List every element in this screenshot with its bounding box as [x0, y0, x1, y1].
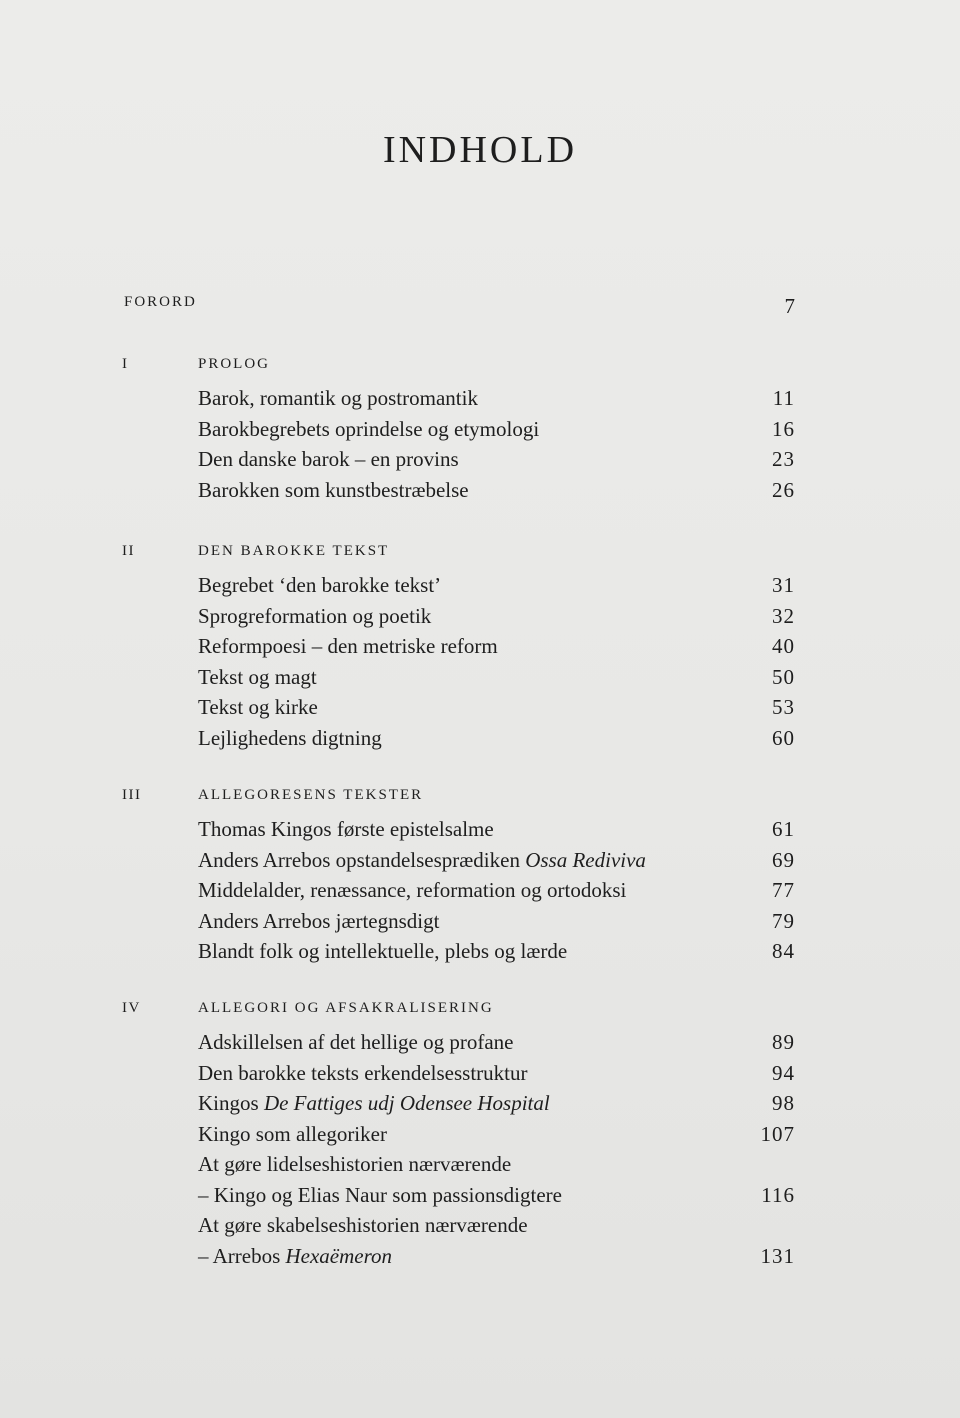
section-title: PROLOG: [198, 356, 271, 372]
entry-page-number: 31: [772, 573, 795, 597]
entry-text: Kingo som allegoriker: [198, 1121, 387, 1146]
toc-entry[interactable]: [0, 1122, 960, 1153]
entry-text: Anders Arrebos jærtegnsdigt: [198, 908, 440, 933]
entry-text: Reformpoesi – den metriske reform: [198, 634, 498, 658]
section-heading: [0, 1000, 960, 1030]
entry-italic-title: Hexaëmeron: [285, 1243, 393, 1268]
toc-entry[interactable]: [0, 878, 960, 909]
section-title: DEN BAROKKE TEKST: [198, 543, 390, 559]
entry-title: [198, 604, 431, 629]
entry-page-number: 40: [772, 634, 795, 658]
entry-title: [198, 1244, 392, 1269]
entry-title: [198, 1183, 562, 1208]
toc-entry[interactable]: [0, 848, 960, 879]
toc-entry[interactable]: [0, 417, 960, 448]
entry-title: [198, 573, 441, 598]
forord-page: 7: [784, 294, 795, 318]
entry-title: [198, 726, 382, 751]
entry-page-number: 116: [761, 1182, 795, 1207]
entry-page-number: 89: [772, 1030, 795, 1054]
entry-page-number: 26: [772, 477, 795, 502]
toc-entry[interactable]: [0, 695, 960, 726]
section-title: ALLEGORI OG AFSAKRALISERING: [198, 1000, 494, 1016]
entry-text: Blandt folk og intellektuelle, plebs og lærde: [198, 939, 568, 963]
entry-title: [198, 386, 478, 411]
section-numeral: II: [122, 543, 135, 559]
entry-page-number: 98: [772, 1091, 795, 1115]
entry-text: Barok, romantik og postromantik: [198, 386, 478, 410]
section-heading: [0, 543, 960, 573]
toc-entry[interactable]: [0, 817, 960, 848]
entry-title: [198, 695, 318, 720]
toc-entry[interactable]: [0, 726, 960, 757]
entry-page-number: 23: [772, 447, 795, 471]
entry-italic-title: De Fattiges udj Odensee Hospital: [263, 1091, 550, 1115]
section-numeral: III: [122, 787, 142, 803]
entry-text: Tekst og kirke: [198, 695, 318, 719]
entry-text: Kingos: [198, 1091, 259, 1115]
toc-row-forord[interactable]: [0, 294, 960, 324]
section-4: [0, 1000, 960, 1274]
entry-title: [198, 939, 567, 964]
entry-page-number: 53: [772, 695, 795, 719]
entry-text: At gøre skabelseshistorien nærværende: [198, 1213, 528, 1237]
entry-page-number: 60: [772, 725, 795, 750]
entry-title: [198, 817, 494, 842]
entry-title: [198, 1122, 387, 1147]
toc-entry[interactable]: [0, 447, 960, 478]
entry-text: Anders Arrebos opstandelsesprædiken: [198, 847, 520, 872]
entry-text: Lejlighedens digtning: [198, 725, 382, 750]
toc-entry[interactable]: [0, 1213, 960, 1244]
entry-title: [198, 634, 498, 659]
section-1: [0, 356, 960, 508]
entry-page-number: 16: [772, 416, 795, 441]
entry-text: Middelalder, renæssance, reformation og ortodoksi: [198, 878, 627, 902]
entry-list: [0, 1030, 960, 1274]
toc-entry[interactable]: [0, 604, 960, 635]
section-heading: [0, 356, 960, 386]
entry-text: – Kingo og Elias Naur som passionsdigtere: [198, 1182, 562, 1207]
entry-text: – Arrebos: [198, 1243, 281, 1268]
toc-entry[interactable]: [0, 386, 960, 417]
entry-page-number: 131: [760, 1243, 795, 1268]
entry-text: At gøre lidelseshistorien nærværende: [198, 1152, 512, 1176]
entry-text: Den barokke teksts erkendelsesstruktur: [198, 1060, 528, 1085]
entry-title: [198, 1061, 528, 1086]
entry-page-number: 94: [772, 1060, 795, 1085]
section-numeral: I: [122, 356, 129, 372]
entry-title: [198, 878, 626, 903]
entry-text: Tekst og magt: [198, 664, 317, 689]
entry-text: Begrebet ‘den barokke tekst’: [198, 573, 442, 597]
entry-title: [198, 1091, 550, 1116]
entry-text: Barokbegrebets oprindelse og etymologi: [198, 416, 540, 441]
entry-page-number: 32: [772, 603, 795, 628]
toc-entry[interactable]: [0, 634, 960, 665]
entry-text: Sprogreformation og poetik: [198, 603, 432, 628]
toc-entry[interactable]: [0, 909, 960, 940]
toc-entry[interactable]: [0, 1091, 960, 1122]
toc-entry[interactable]: [0, 665, 960, 696]
entry-italic-title: Ossa Rediviva: [525, 847, 646, 872]
entry-list: [0, 386, 960, 508]
toc-entry[interactable]: [0, 1061, 960, 1092]
entry-page-number: 107: [760, 1121, 795, 1146]
section-heading: [0, 787, 960, 817]
toc-entry[interactable]: [0, 1244, 960, 1275]
entry-page-number: 84: [772, 939, 795, 963]
entry-page-number: 61: [772, 817, 795, 841]
page-title: INDHOLD: [382, 129, 578, 171]
section-2: [0, 543, 960, 756]
entry-title: [198, 447, 459, 472]
section-3: [0, 787, 960, 970]
toc-entry[interactable]: [0, 1183, 960, 1214]
section-numeral: IV: [122, 1000, 141, 1016]
entry-title: [198, 848, 646, 873]
entry-page-number: 77: [772, 878, 795, 902]
entry-title: [198, 478, 469, 503]
entry-page-number: 11: [772, 386, 795, 410]
entry-text: Thomas Kingos første epistelsalme: [198, 817, 494, 841]
entry-page-number: 79: [772, 908, 795, 933]
toc-entry[interactable]: [0, 478, 960, 509]
entry-title: [198, 1030, 513, 1055]
entry-list: [0, 573, 960, 756]
entry-text: Den danske barok – en provins: [198, 447, 459, 471]
entry-page-number: 69: [772, 847, 795, 872]
forord-section: [0, 294, 960, 324]
entry-list: [0, 817, 960, 970]
entry-text: Adskillelsen af det hellige og profane: [198, 1030, 514, 1054]
forord-label: FORORD: [124, 294, 197, 310]
toc-entry[interactable]: [0, 1030, 960, 1061]
entry-title: [198, 1213, 528, 1238]
section-title: ALLEGORESENS TEKSTER: [198, 787, 424, 803]
toc-entry[interactable]: [0, 573, 960, 604]
entry-text: Barokken som kunstbestræbelse: [198, 477, 469, 502]
entry-page-number: 50: [772, 664, 795, 689]
entry-title: [198, 417, 539, 442]
toc-entry[interactable]: [0, 1152, 960, 1183]
entry-title: [198, 665, 317, 690]
entry-title: [198, 1152, 511, 1177]
entry-title: [198, 909, 439, 934]
toc-entry[interactable]: [0, 939, 960, 970]
